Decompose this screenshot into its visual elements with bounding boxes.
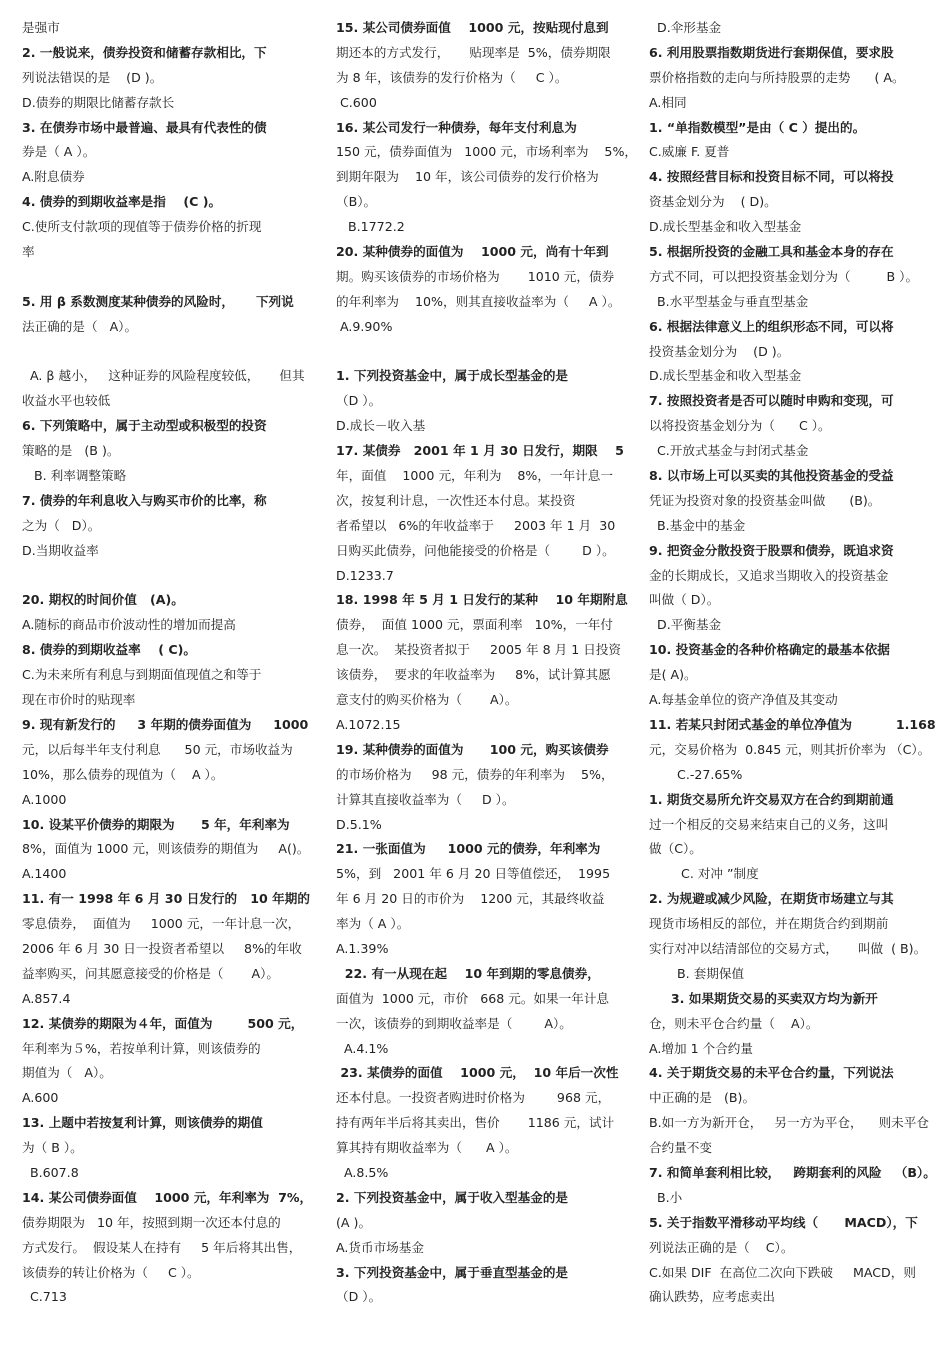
text-line: A.857.4 xyxy=(22,990,71,1006)
text-line: A.8.5% xyxy=(336,1164,389,1180)
text-line: 仓，则未平仓合约量（ A）。 xyxy=(649,1015,819,1031)
text-line: 为（ B ）。 xyxy=(22,1140,83,1156)
text-line: 策略的是 (B )。 xyxy=(22,443,120,459)
text-line: 9. 现有新发行的 3 年期的债券面值为 1000 xyxy=(22,716,309,732)
text-line: A.4.1% xyxy=(336,1040,389,1056)
text-line: 计算其直接收益率为（ D ）。 xyxy=(336,791,515,807)
text-line: 方式不同，可以把投资基金划分为（ B ）。 xyxy=(649,268,919,284)
text-line: 4. 债券的到期收益率是指 (C )。 xyxy=(22,194,222,210)
text-line: 6. 利用股票指数期货进行套期保值，要求股 xyxy=(649,44,894,60)
text-line: 算其持有期收益率为（ A ）。 xyxy=(336,1140,518,1156)
text-line: 金的长期成长，又追求当期收入的投资基金 xyxy=(649,567,889,583)
text-line: (A )。 xyxy=(336,1214,372,1230)
text-line: 1. 下列投资基金中，属于成长型基金的是 xyxy=(336,368,569,384)
text-line: 10. 设某平价债券的期限为 5 年，年利率为 xyxy=(22,816,290,832)
text-line: 22. 有一从现在起 10 年到期的零息债券， xyxy=(336,965,600,981)
text-line: 中正确的是 (B)。 xyxy=(649,1090,756,1106)
text-line: （B）。 xyxy=(336,194,377,210)
text-line: C.713 xyxy=(22,1289,67,1305)
text-line: 做（C）。 xyxy=(649,841,702,857)
text-line: 21. 一张面值为 1000 元的债券，年利率为 xyxy=(336,841,601,857)
column-right xyxy=(649,16,939,1310)
text-line: 14. 某公司债券面值 1000 元，年利率为 7%， xyxy=(22,1189,313,1205)
text-line: 5. 用 β 系数测度某种债券的风险时， 下列说 xyxy=(22,293,294,309)
text-line: 年，面值 1000 元，年利为 8%，一年计息一 xyxy=(336,468,613,484)
text-line: 持有两年半后将其卖出，售价 1186 元，试计 xyxy=(336,1115,615,1131)
text-line: 债券， 面值 1000 元，票面利率 10%，一年付 xyxy=(336,617,613,633)
text-line: （D ）。 xyxy=(336,393,382,409)
text-line: 期。购买该债券的市场价格为 1010 元，债券 xyxy=(336,268,615,284)
text-line: C.-27.65% xyxy=(649,766,743,782)
text-line: 23. 某债券的面值 1000 元， 10 年后一次性 xyxy=(336,1065,619,1081)
text-line: 率为（ A ）。 xyxy=(336,916,410,932)
text-line: D.5.1% xyxy=(336,816,382,832)
text-line: 面值为 1000 元，市价 668 元。如果一年计息 xyxy=(336,990,610,1006)
text-line: 5. 关于指数平滑移动平均线（ MACD），下 xyxy=(649,1214,918,1230)
text-line: B. 利率调整策略 xyxy=(22,468,127,484)
text-line: A.1000 xyxy=(22,791,67,807)
text-line: 之为（ D）。 xyxy=(22,517,101,533)
text-line: D.成长型基金和收入型基金 xyxy=(649,368,802,384)
text-line: A.每基金单位的资产净值及其变动 xyxy=(649,692,838,708)
text-line: 8. 债券的到期收益率 ( C)。 xyxy=(22,642,196,658)
text-line: B. 套期保值 xyxy=(649,965,745,981)
text-line: 列说法正确的是（ C）。 xyxy=(649,1239,794,1255)
text-line: 18. 1998 年 5 月 1 日发行的某种 10 年期附息 xyxy=(336,592,628,608)
text-line: 17. 某债券 2001 年 1 月 30 日发行，期限 5 xyxy=(336,443,624,459)
text-line: B.如一方为新开仓， 另一方为平仓， 则未平仓 xyxy=(649,1115,929,1131)
text-line xyxy=(22,265,312,290)
text-line: 20. 期权的时间价值 (A)。 xyxy=(22,592,184,608)
text-line: C.威廉 F. 夏普 xyxy=(649,144,730,160)
text-line: 1. “单指数模型”是由（ C ）提出的。 xyxy=(649,119,866,135)
text-line: 债券期限为 10 年，按照到期一次还本付息的 xyxy=(22,1214,281,1230)
text-line: 5. 根据所投资的金融工具和基金本身的存在 xyxy=(649,244,894,260)
text-line: 3. 在债券市场中最普遍、最具有代表性的债 xyxy=(22,119,267,135)
text-line: C.为未来所有利息与到期面值现值之和等于 xyxy=(22,667,262,683)
text-line: 16. 某公司发行一种债券，每年支付利息为 xyxy=(336,119,577,135)
text-line: 票价格指数的走向与所持股票的走势 ( A。 xyxy=(649,69,905,85)
text-line: （D ）。 xyxy=(336,1289,382,1305)
text-line: 次，按复利计息，一次性还本付息。某投资 xyxy=(336,492,576,508)
text-line: 6. 下列策略中，属于主动型或积极型的投资 xyxy=(22,418,267,434)
text-line: D.当期收益率 xyxy=(22,542,99,558)
text-line: 期值为（ A）。 xyxy=(22,1065,112,1081)
text-line: 年 6 月 20 日的市价为 1200 元，其最终收益 xyxy=(336,891,605,907)
text-line: A.增加 1 个合约量 xyxy=(649,1040,753,1056)
text-line: 方式发行。 假设某人在持有 5 年后将其出售， xyxy=(22,1239,302,1255)
text-line: 该债券， 要求的年收益率为 8%，试计算其愿 xyxy=(336,667,611,683)
text-line: B.小 xyxy=(649,1189,683,1205)
text-line: 11. 若某只封闭式基金的单位净值为 1.168 xyxy=(649,716,936,732)
text-line: 9. 把资金分散投资于股票和债券，既追求资 xyxy=(649,542,894,558)
text-line: 5%，到 2001 年 6 月 20 日等值偿还， 1995 xyxy=(336,866,611,882)
text-line: 者希望以 6%的年收益率于 2003 年 1 月 30 xyxy=(336,517,616,533)
text-line: C.600 xyxy=(336,94,377,110)
text-line: B.607.8 xyxy=(22,1164,79,1180)
text-line: 率 xyxy=(22,244,35,260)
text-line: A.600 xyxy=(22,1090,59,1106)
text-line: 8. 以市场上可以买卖的其他投资基金的受益 xyxy=(649,468,894,484)
text-line: 2. 为规避或减少风险，在期货市场建立与其 xyxy=(649,891,894,907)
text-line: D.成长－收入基 xyxy=(336,418,426,434)
text-line: D.伞形基金 xyxy=(649,20,722,35)
text-line: 4. 按照经营目标和投资目标不同，可以将投 xyxy=(649,169,894,185)
text-line: C. 对冲 ”制度 xyxy=(649,866,759,882)
text-line: 确认跌势，应考虑卖出 xyxy=(649,1289,775,1305)
text-line: 12. 某债券的期限为４年，面值为 500 元， xyxy=(22,1015,304,1031)
text-line: 4. 关于期货交易的未平仓合约量，下列说法 xyxy=(649,1065,894,1081)
text-line: 还本付息。一投资者购进时价格为 968 元， xyxy=(336,1090,611,1106)
text-line: 2006 年 6 月 30 日一投资者希望以 8%的年收 xyxy=(22,940,302,956)
text-line: A.1.39% xyxy=(336,940,389,956)
text-line: 是强市 xyxy=(22,20,60,35)
text-line: C.使所支付款项的现值等于债券价格的折现 xyxy=(22,219,262,235)
text-line: D.1233.7 xyxy=(336,567,394,583)
text-line: 20. 某种债券的面值为 1000 元，尚有十年到 xyxy=(336,244,609,260)
text-line: D.债券的期限比储蓄存款长 xyxy=(22,94,175,110)
text-line: 3. 下列投资基金中，属于垂直型基金的是 xyxy=(336,1264,569,1280)
text-line: 券是（ A ）。 xyxy=(22,144,96,160)
text-line: 19. 某种债券的面值为 100 元，购买该债券 xyxy=(336,741,609,757)
text-line: 日购买此债券，问他能接受的价格是（ D ）。 xyxy=(336,542,615,558)
text-line: 年利率为５%，若按单利计算，则该债券的 xyxy=(22,1040,261,1056)
text-line: D.成长型基金和收入型基金 xyxy=(649,219,802,235)
text-line: A.1072.15 xyxy=(336,716,401,732)
text-line: 叫做（ D）。 xyxy=(649,592,720,608)
text-line: 150 元，债券面值为 1000 元，市场利率为 5%， xyxy=(336,144,638,160)
text-line: 零息债券， 面值为 1000 元，一年计息一次， xyxy=(22,916,301,932)
text-line: 资基金划分为 ( D)。 xyxy=(649,194,777,210)
text-line: 益率购买，问其愿意接受的价格是（ A）。 xyxy=(22,965,280,981)
text-line: 的市场价格为 98 元，债券的年利率为 5%， xyxy=(336,766,614,782)
text-line: 元，以后每半年支付利息 50 元，市场收益为 xyxy=(22,741,293,757)
text-line: 过一个相反的交易来结束自己的义务，这叫 xyxy=(649,816,889,832)
text-line: 13. 上题中若按复利计算，则该债券的期值 xyxy=(22,1115,263,1131)
text-line: 收益水平也较低 xyxy=(22,393,111,409)
text-line: A.附息债券 xyxy=(22,169,85,185)
text-line: 列说法错误的是 (D )。 xyxy=(22,69,163,85)
text-line: 2. 一般说来，债券投资和储蓄存款相比，下 xyxy=(22,44,267,60)
text-line: 10%，那么债券的现值为（ A ）。 xyxy=(22,766,224,782)
column-left xyxy=(22,16,312,1310)
text-line xyxy=(22,564,312,589)
text-line: B.1772.2 xyxy=(336,219,405,235)
text-line xyxy=(22,340,312,365)
text-line: 3. 如果期货交易的买卖双方均为新开 xyxy=(649,990,878,1006)
text-line: B.水平型基金与垂直型基金 xyxy=(649,293,809,309)
text-line: 以将投资基金划分为（ C ）。 xyxy=(649,418,831,434)
text-line: 该债券的转让价格为（ C ）。 xyxy=(22,1264,200,1280)
text-line: 7. 按照投资者是否可以随时申购和变现，可 xyxy=(649,393,894,409)
text-line: 期还本的方式发行， 贴现率是 5%，债券期限 xyxy=(336,44,611,60)
text-line: A.相同 xyxy=(649,94,687,110)
text-line: 11. 有一 1998 年 6 月 30 日发行的 10 年期的 xyxy=(22,891,310,907)
text-line: 为 8 年，该债券的发行价格为（ C ）。 xyxy=(336,69,568,85)
text-line: C.开放式基金与封闭式基金 xyxy=(649,443,809,459)
text-line: A.随标的商品市价波动性的增加而提高 xyxy=(22,617,236,633)
text-line: A.货币市场基金 xyxy=(336,1239,424,1255)
text-line: C.如果 DIF 在高位二次向下跌破 MACD，则 xyxy=(649,1264,916,1280)
text-line: 7. 和简单套利相比较， 跨期套利的风险 （B）。 xyxy=(649,1164,936,1180)
text-line: B.基金中的基金 xyxy=(649,517,746,533)
text-line xyxy=(336,340,626,365)
text-line: 合约量不变 xyxy=(649,1140,712,1156)
text-line: 10. 投资基金的各种价格确定的最基本依据 xyxy=(649,642,890,658)
column-middle xyxy=(336,16,638,1310)
text-line: 15. 某公司债券面值 1000 元，按贴现付息到 xyxy=(336,20,609,35)
text-line: 一次，该债券的到期收益率是（ A）。 xyxy=(336,1015,572,1031)
text-line: 凭证为投资对象的投资基金叫做 (B)。 xyxy=(649,492,881,508)
text-line: 意支付的购买价格为（ A）。 xyxy=(336,692,518,708)
text-line: 6. 根据法律意义上的组织形态不同，可以将 xyxy=(649,318,894,334)
text-line: A. β 越小， 这种证券的风险程度较低， 但其 xyxy=(22,368,305,384)
text-line: 2. 下列投资基金中，属于收入型基金的是 xyxy=(336,1189,569,1205)
text-line: D.平衡基金 xyxy=(649,617,722,633)
text-line: 现货市场相反的部位，并在期货合约到期前 xyxy=(649,916,889,932)
text-line: 的年利率为 10%，则其直接收益率为（ A ）。 xyxy=(336,293,621,309)
text-line: 现在市价时的贴现率 xyxy=(22,692,136,708)
text-line: 是( A)。 xyxy=(649,667,697,683)
text-line: 到期年限为 10 年，该公司债券的发行价格为 xyxy=(336,169,599,185)
text-line: 实行对冲以结清部位的交易方式， 叫做 ( B)。 xyxy=(649,940,927,956)
text-line: 投资基金划分为 (D )。 xyxy=(649,343,790,359)
text-line: A.9.90% xyxy=(336,318,393,334)
text-line: A.1400 xyxy=(22,866,67,882)
text-line: 8%，面值为 1000 元，则该债券的期值为 A()。 xyxy=(22,841,310,857)
text-line: 1. 期货交易所允许交易双方在合约到期前通 xyxy=(649,791,894,807)
text-line: 7. 债券的年利息收入与购买市价的比率，称 xyxy=(22,492,267,508)
text-line: 法正确的是（ A）。 xyxy=(22,318,138,334)
text-line: 元，交易价格为 0.845 元，则其折价率为 （C）。 xyxy=(649,741,931,757)
text-line: 息一次。 某投资者拟于 2005 年 8 月 1 日投资 xyxy=(336,642,622,658)
